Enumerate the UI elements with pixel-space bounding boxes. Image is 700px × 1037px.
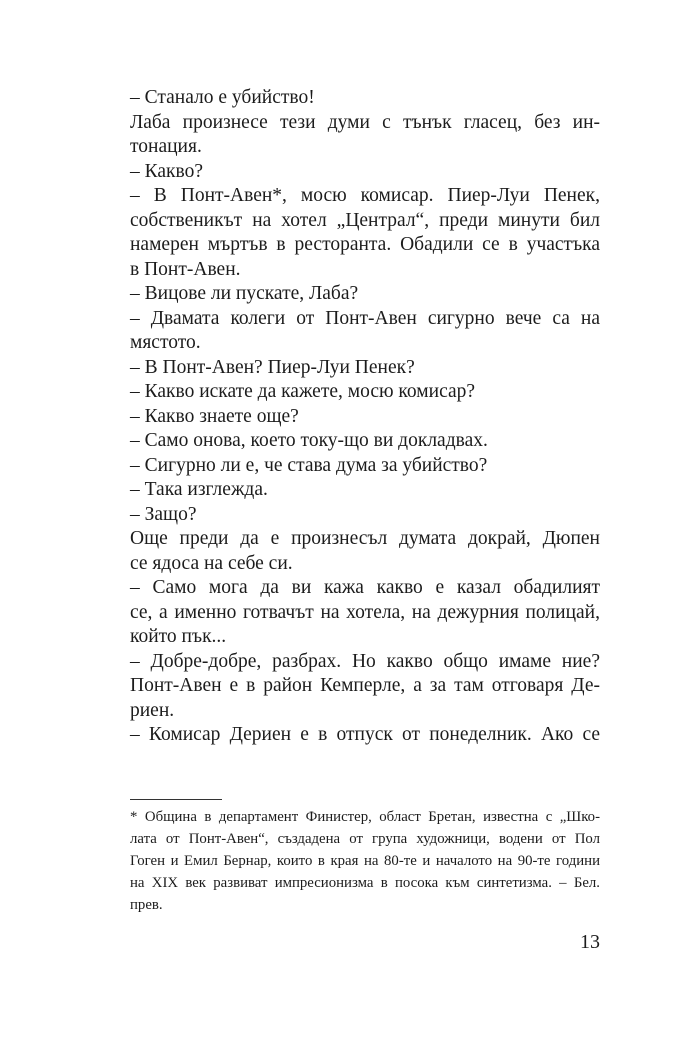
text-line: – Какво знаете още?: [130, 405, 299, 427]
text-line: – Защо?: [130, 503, 197, 525]
text-line: – Сигурно ли е, че става дума за убийство?: [130, 454, 488, 476]
footnote-line: лата от Понт-Авен“, създадена от група художници, водени от Пол: [130, 831, 600, 847]
text-line: – Какво?: [130, 160, 203, 182]
footnote-divider: [130, 799, 222, 800]
text-line: Още преди да е произнесъл думата докрай, Дюпен: [130, 528, 600, 549]
main-text: [130, 86, 600, 748]
footnote-line: прев.: [130, 897, 163, 913]
text-line: – Само мога да ви кажа какво е казал обадилият: [130, 577, 600, 598]
text-line: – Станало е убийство!: [130, 87, 315, 108]
text-line: – Двамата колеги от Понт-Авен сигурно вече са на: [130, 307, 600, 329]
text-line: мястото.: [130, 332, 201, 353]
footnote-line: Гоген и Емил Бернар, които в края на 80-те и началото на 90-те години: [130, 853, 600, 869]
footnote-line: * Община в департамент Финистер, област Бретан, известна с „Шко-: [130, 809, 600, 825]
text-line: Лаба произнесе тези думи с тънък гласец, без ин-: [130, 111, 600, 133]
text-line: – В Понт-Авен*, мосю комисар. Пиер-Луи Пенек,: [130, 185, 600, 206]
text-line: Понт-Авен е в район Кемперле, а за там отговаря Де-: [130, 675, 600, 696]
text-line: – Добре-добре, разбрах. Но какво общо имаме ние?: [130, 650, 600, 672]
footnote: [130, 806, 600, 916]
text-line: собственикът на хотел „Централ“, преди минути бил: [130, 209, 600, 231]
text-line: тонация.: [130, 136, 202, 157]
text-line: в Понт-Авен.: [130, 258, 241, 280]
text-line: риен.: [130, 699, 175, 721]
text-line: който пък...: [130, 626, 227, 647]
text-line: намерен мъртъв в ресторанта. Обадили се в участъка: [130, 234, 600, 255]
text-line: – Така изглежда.: [130, 479, 268, 500]
text-line: се ядоса на себе си.: [130, 552, 293, 574]
text-line: – Само онова, което току-що ви докладвах.: [130, 430, 488, 451]
text-line: – Вицове ли пускате, Лаба?: [130, 283, 359, 304]
text-line: – В Понт-Авен? Пиер-Луи Пенек?: [130, 356, 415, 378]
text-line: се, а именно готвачът на хотела, на дежурния полицай,: [130, 601, 600, 623]
text-line: – Какво искате да кажете, мосю комисар?: [130, 381, 476, 402]
page-number: 13: [580, 931, 600, 953]
footnote-line: на XIX век развиват импресионизма в посока към синтетизма. – Бел.: [130, 875, 600, 891]
text-line: – Комисар Дериен е в отпуск от понеделник. Ако се: [130, 724, 600, 745]
